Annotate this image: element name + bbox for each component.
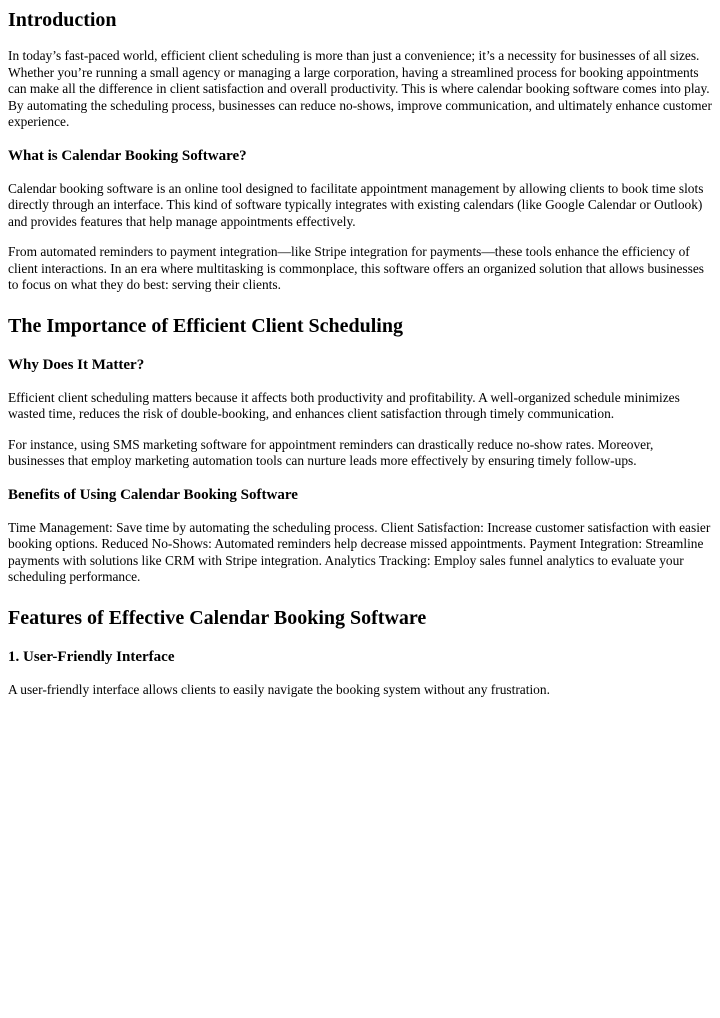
why-matter-paragraph-1: Efficient client scheduling matters because it affects both productivity and profitability. A well-organized schedule minimizes wasted time, reduces the risk of double-booking, and enhances client satisfaction through timely communication. [8,389,680,421]
heading-importance: The Importance of Efficient Client Scheduling [8,314,403,337]
user-friendly-paragraph: A user-friendly interface allows clients to easily navigate the booking system without any frustration. [8,681,550,697]
what-is-paragraph-1: Calendar booking software is an online tool designed to facilitate appointment management by allowing clients to book time slots directly through an interface. This kind of software typically integrates with existing calendars (like Google Calendar or Outlook) and provides features that help manage appointments effectively. [8,180,704,229]
why-matter-paragraph-2: For instance, using SMS marketing software for appointment reminders can drastically reduce no-show rates. Moreover, businesses that employ marketing automation tools can nurture leads more effectively by ensuring timely follow-ups. [8,436,654,468]
what-is-paragraph-2: From automated reminders to payment integration—like Stripe integration for payments—these tools enhance the efficiency of client interactions. In an era where multitasking is commonplace, this software offers an organized solution that allows businesses to focus on what they do best: serving their clients. [8,244,705,292]
heading-user-friendly: 1. User-Friendly Interface [8,648,175,665]
benefits-paragraph: Time Management: Save time by automating the scheduling process. Client Satisfaction: Increase customer satisfaction with easier booking options. Reduced No-Shows: Automated reminders help decrease missed appointments. Payment Integration: Streamline payments with solutions like CRM with Stripe integration. Analytics Tracking: Employ sales funnel analytics to evaluate your scheduling performance. [8,519,711,584]
heading-benefits: Benefits of Using Calendar Booking Software [8,486,298,503]
heading-introduction: Introduction [8,9,117,31]
heading-what-is: What is Calendar Booking Software? [8,147,247,164]
heading-why-matter: Why Does It Matter? [8,356,145,373]
heading-features: Features of Effective Calendar Booking Software [8,606,427,629]
intro-paragraph: In today’s fast-paced world, efficient client scheduling is more than just a convenience; it’s a necessity for businesses of all sizes. Whether you’re running a small agency or managing a large corporation, having a streamlined process for booking appointments can make all the difference in client satisfaction and overall productivity. This is where calendar booking software comes into play. By automating the scheduling process, businesses can reduce no-shows, improve communication, and ultimately enhance customer experience. [8,48,712,129]
